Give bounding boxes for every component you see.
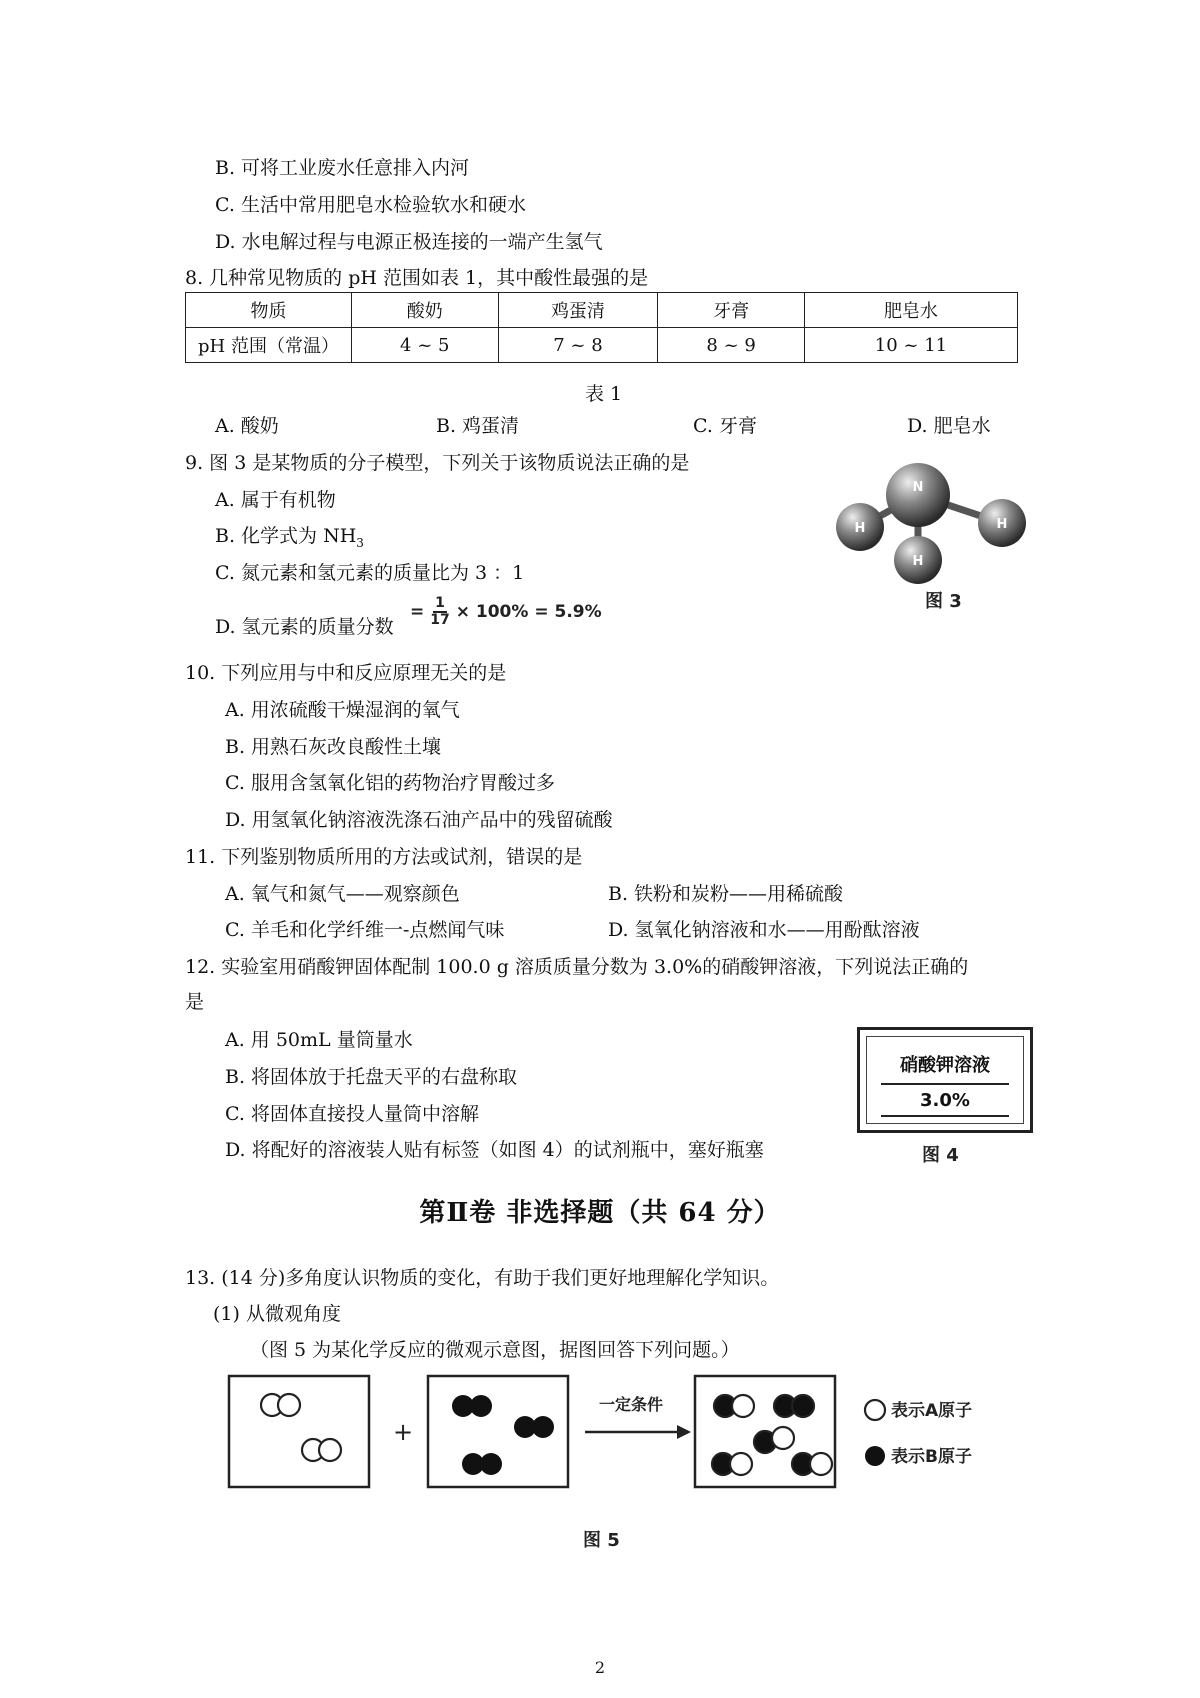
q8-option-d: D. 肥皂水 <box>907 415 991 437</box>
q12-option-c: C. 将固体直接投人量筒中溶解 <box>225 1103 479 1125</box>
q8-option-a: A. 酸奶 <box>215 415 279 437</box>
q10-option-a: A. 用浓硫酸干燥湿润的氧气 <box>225 699 460 721</box>
q9-option-c: C. 氮元素和氢元素的质量比为 3 ：1 <box>215 562 525 584</box>
q8-option-b: B. 鸡蛋清 <box>436 415 520 437</box>
q8-stem: 8. 几种常见物质的 pH 范围如表 1，其中酸性最强的是 <box>185 267 649 289</box>
q10-option-b: B. 用熟石灰改良酸性土壤 <box>225 736 442 758</box>
page-number: 2 <box>594 1658 606 1677</box>
q10-stem: 10. 下列应用与中和反应原理无关的是 <box>185 662 507 684</box>
mass-fraction-formula: = $\frac{1}{17}$ × 100% = 5.9% <box>410 595 602 628</box>
reaction-condition-label: 一定条件 <box>598 1395 664 1414</box>
plus-sign: + <box>392 1418 414 1446</box>
figure-5-caption: 图 5 <box>583 1530 620 1551</box>
q11-option-d: D. 氢氧化钠溶液和水——用酚酞溶液 <box>608 919 920 941</box>
table-cell: 肥皂水 <box>804 293 1017 328</box>
q8-option-c: C. 牙膏 <box>693 415 757 437</box>
q9-option-d: D. 氢元素的质量分数 <box>215 616 394 638</box>
table-cell: 鸡蛋清 <box>498 293 658 328</box>
q7-option-c: C. 生活中常用肥皂水检验软水和硬水 <box>215 194 526 216</box>
q9-option-a: A. 属于有机物 <box>215 489 336 511</box>
q7-option-d: D. 水电解过程与电源正极连接的一端产生氢气 <box>215 231 603 253</box>
figure-3-caption: 图 3 <box>925 591 962 612</box>
legend-a-label: 表示A原子 <box>891 1401 973 1421</box>
q13-sub1: (1) 从微观角度 <box>213 1303 341 1325</box>
ph-range-table <box>185 292 1018 363</box>
table-row <box>186 328 1018 363</box>
a2-molecules <box>261 1394 341 1461</box>
q9-stem: 9. 图 3 是某物质的分子模型，下列关于该物质说法正确的是 <box>185 452 690 474</box>
table-caption: 表 1 <box>585 383 623 405</box>
table-cell: 物质 <box>186 293 352 328</box>
q10-option-c: C. 服用含氢氧化铝的药物治疗胃酸过多 <box>225 772 555 794</box>
q12-option-b: B. 将固体放于托盘天平的右盘称取 <box>225 1066 518 1088</box>
atom-b-legend-icon <box>865 1446 885 1466</box>
table-cell: 8 ~ 9 <box>658 328 805 363</box>
figure-4-caption: 图 4 <box>922 1145 959 1166</box>
table-cell: 牙膏 <box>658 293 805 328</box>
q10-option-d: D. 用氢氧化钠溶液洗涤石油产品中的残留硫酸 <box>225 809 613 831</box>
table-cell: 7 ~ 8 <box>498 328 658 363</box>
q11-option-b: B. 铁粉和炭粉——用稀硫酸 <box>608 883 844 905</box>
atom-label: H <box>854 521 866 536</box>
q9-option-b: B. 化学式为 $NH_3$ <box>215 525 364 550</box>
label-solution-name: 硝酸钾溶液 <box>900 1055 990 1076</box>
b2-molecules <box>452 1395 554 1475</box>
q12-stem-cont: 是 <box>185 991 205 1013</box>
atom-a-legend-icon <box>865 1400 885 1420</box>
table-row <box>186 293 1018 328</box>
q11-stem: 11. 下列鉴别物质所用的方法或试剂，错误的是 <box>185 846 583 868</box>
q12-stem: 12. 实验室用硝酸钾固体配制 100.0 g 溶质质量分数为 3.0%的硝酸钾溶液，下列说法正确的 <box>185 956 969 978</box>
nitrogen-atom <box>886 463 950 527</box>
legend-b-label: 表示B原子 <box>891 1447 972 1467</box>
section-title: 第Ⅱ卷 非选择题（共 64 分） <box>419 1198 781 1228</box>
q12-option-a: A. 用 50mL 量筒量水 <box>225 1029 413 1051</box>
reagent-label-figure <box>857 1027 1033 1133</box>
q7-option-b: B. 可将工业废水任意排入内河 <box>215 157 470 179</box>
table-cell: 4 ~ 5 <box>352 328 499 363</box>
q11-option-c: C. 羊毛和化学纤维一-点燃闻气味 <box>225 919 505 941</box>
atom-label: H <box>996 517 1008 532</box>
q12-option-d: D. 将配好的溶液装人贴有标签（如图 4）的试剂瓶中，塞好瓶塞 <box>225 1139 764 1161</box>
table-cell: pH 范围（常温） <box>186 328 352 363</box>
atom-label: N <box>912 480 924 495</box>
reaction-diagram <box>225 1372 1025 1522</box>
q11-option-a: A. 氧气和氮气——观察颜色 <box>225 883 460 905</box>
q13-stem: 13. (14 分)多角度认识物质的变化，有助于我们更好地理解化学知识。 <box>185 1267 780 1289</box>
atom-label: H <box>912 554 924 569</box>
q13-sub1-note: （图 5 为某化学反应的微观示意图，据图回答下列问题。） <box>250 1339 740 1361</box>
table-cell: 10 ~ 11 <box>804 328 1017 363</box>
label-concentration: 3.0% <box>920 1090 970 1111</box>
table-cell: 酸奶 <box>352 293 499 328</box>
